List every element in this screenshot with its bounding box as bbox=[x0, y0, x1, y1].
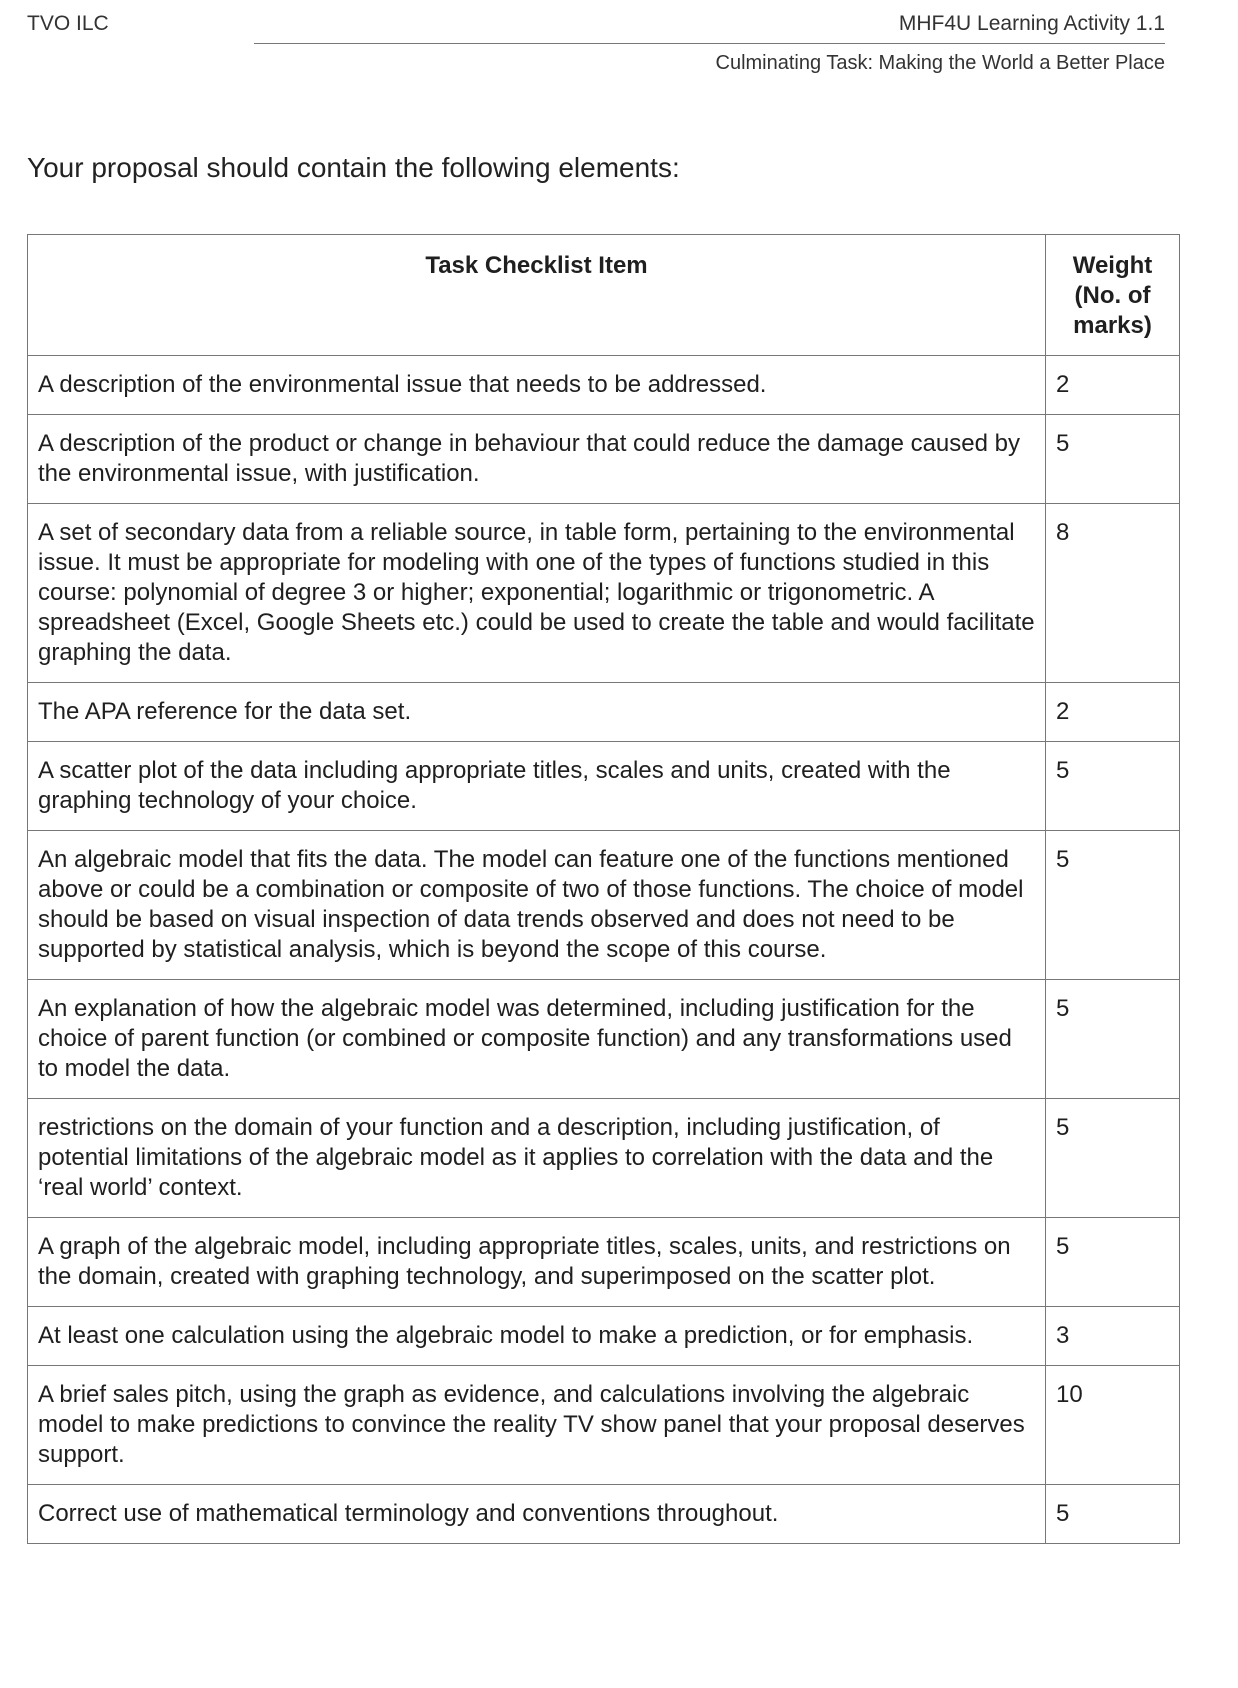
task-weight: 8 bbox=[1046, 504, 1180, 683]
task-weight: 2 bbox=[1046, 683, 1180, 742]
task-weight: 3 bbox=[1046, 1307, 1180, 1366]
table-row bbox=[28, 356, 1180, 415]
task-item: A set of secondary data from a reliable source, in table form, pertaining to the environmental issue. It must be appropriate for modeling with one of the types of functions studied in this course: polynomial of degree 3 or higher; exponential; logarithmic or trigonometric. A spreadsheet (Excel, Google Sheets etc.) could be used to create the table and would facilitate graphing the data. bbox=[28, 504, 1046, 683]
task-weight: 5 bbox=[1046, 415, 1180, 504]
table-row bbox=[28, 742, 1180, 831]
table-row bbox=[28, 504, 1180, 683]
task-item: An explanation of how the algebraic model was determined, including justification for the choice of parent function (or combined or composite function) and any transformations used to model the data. bbox=[28, 980, 1046, 1099]
header-weight-line2: (No. of bbox=[1074, 282, 1151, 309]
intro-text: Your proposal should contain the following elements: bbox=[27, 152, 680, 183]
task-weight: 5 bbox=[1046, 1099, 1180, 1218]
task-weight: 10 bbox=[1046, 1366, 1180, 1485]
task-item: A scatter plot of the data including appropriate titles, scales and units, created with the graphing technology of your choice. bbox=[28, 742, 1046, 831]
header-course-title: MHF4U Learning Activity 1.1 bbox=[898, 12, 1165, 35]
table-row bbox=[28, 1099, 1180, 1218]
task-weight: 5 bbox=[1046, 831, 1180, 980]
header-weight-line1: Weight bbox=[1072, 252, 1153, 279]
task-checklist-table bbox=[27, 234, 1180, 1544]
header-weight bbox=[1046, 235, 1180, 356]
task-weight: 5 bbox=[1046, 742, 1180, 831]
task-weight: 5 bbox=[1046, 1218, 1180, 1307]
header-subtitle: Culminating Task: Making the World a Better Place bbox=[715, 52, 1165, 74]
header-divider bbox=[254, 43, 1165, 44]
task-item: The APA reference for the data set. bbox=[28, 683, 1046, 742]
task-weight: 5 bbox=[1046, 1485, 1180, 1544]
task-item: A brief sales pitch, using the graph as evidence, and calculations involving the algebraic model to make predictions to convince the reality TV show panel that your proposal deserves support. bbox=[28, 1366, 1046, 1485]
task-item: At least one calculation using the algebraic model to make a prediction, or for emphasis. bbox=[28, 1307, 1046, 1366]
table-row bbox=[28, 683, 1180, 742]
table-row bbox=[28, 1218, 1180, 1307]
task-item: An algebraic model that fits the data. The model can feature one of the functions mentioned above or could be a combination or composite of two of those functions. The choice of model should be based on visual inspection of data trends observed and does not need to be supported by statistical analysis, which is beyond the scope of this course. bbox=[28, 831, 1046, 980]
table-row bbox=[28, 1366, 1180, 1485]
table-row bbox=[28, 980, 1180, 1099]
task-item: A description of the environmental issue that needs to be addressed. bbox=[28, 356, 1046, 415]
header-org: TVO ILC bbox=[27, 12, 109, 35]
header-task-item: Task Checklist Item bbox=[28, 235, 1046, 356]
task-item: restrictions on the domain of your function and a description, including justification, of potential limitations of the algebraic model as it applies to correlation with the data and the ‘real world’ context. bbox=[28, 1099, 1046, 1218]
task-item: A graph of the algebraic model, including appropriate titles, scales, units, and restrictions on the domain, created with graphing technology, and superimposed on the scatter plot. bbox=[28, 1218, 1046, 1307]
task-weight: 2 bbox=[1046, 356, 1180, 415]
table-row bbox=[28, 415, 1180, 504]
header-weight-line3: marks) bbox=[1073, 312, 1152, 339]
table-row bbox=[28, 831, 1180, 980]
table-header-row bbox=[28, 235, 1180, 356]
table-row bbox=[28, 1485, 1180, 1544]
task-weight: 5 bbox=[1046, 980, 1180, 1099]
table-row bbox=[28, 1307, 1180, 1366]
task-item: Correct use of mathematical terminology and conventions throughout. bbox=[28, 1485, 1046, 1544]
task-item: A description of the product or change in behaviour that could reduce the damage caused by the environmental issue, with justification. bbox=[28, 415, 1046, 504]
